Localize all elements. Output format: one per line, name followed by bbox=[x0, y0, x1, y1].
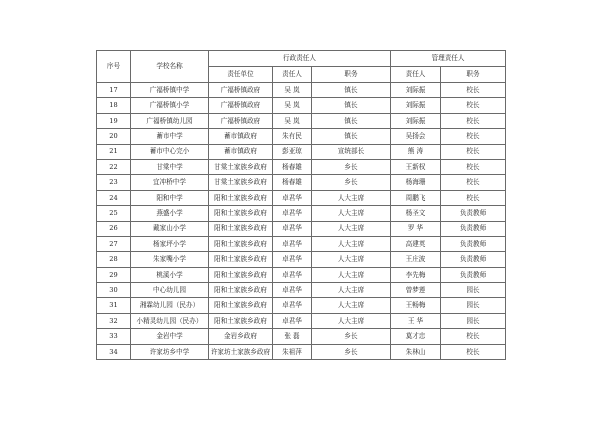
cell-admin-person: 卓君华 bbox=[273, 236, 312, 251]
cell-school-name: 杨家坪小学 bbox=[131, 236, 209, 251]
cell-index: 31 bbox=[97, 298, 131, 313]
cell-school-name: 广福桥镇小学 bbox=[131, 98, 209, 113]
cell-mgmt-person: 刘际振 bbox=[391, 98, 441, 113]
cell-responsible-unit: 许家坊土家族乡政府 bbox=[209, 344, 273, 359]
cell-admin-person: 吴 岚 bbox=[273, 98, 312, 113]
cell-mgmt-person: 周鹏飞 bbox=[391, 190, 441, 205]
cell-responsible-unit: 阳和土家族乡政府 bbox=[209, 267, 273, 282]
cell-school-name: 小精灵幼儿园（民办） bbox=[131, 313, 209, 328]
cell-admin-title: 宣统部长 bbox=[312, 144, 391, 159]
cell-admin-person: 卓君华 bbox=[273, 313, 312, 328]
cell-responsible-unit: 阳和土家族乡政府 bbox=[209, 298, 273, 313]
cell-mgmt-title: 负责教师 bbox=[441, 206, 506, 221]
cell-mgmt-title: 校长 bbox=[441, 129, 506, 144]
responsibility-table bbox=[96, 50, 506, 360]
cell-mgmt-person: 王新权 bbox=[391, 159, 441, 174]
cell-admin-title: 乡长 bbox=[312, 159, 391, 174]
cell-mgmt-title: 校长 bbox=[441, 329, 506, 344]
cell-school-name: 阳和中学 bbox=[131, 190, 209, 205]
cell-responsible-unit: 广福桥镇政府 bbox=[209, 113, 273, 128]
table-row bbox=[97, 236, 506, 251]
cell-admin-person: 卓君华 bbox=[273, 221, 312, 236]
cell-index: 20 bbox=[97, 129, 131, 144]
cell-mgmt-person: 熊 涛 bbox=[391, 144, 441, 159]
cell-index: 24 bbox=[97, 190, 131, 205]
cell-mgmt-title: 负责教师 bbox=[441, 221, 506, 236]
cell-admin-title: 镇长 bbox=[312, 113, 391, 128]
cell-admin-title: 人大主席 bbox=[312, 267, 391, 282]
cell-admin-title: 人大主席 bbox=[312, 283, 391, 298]
cell-school-name: 蓄市中学 bbox=[131, 129, 209, 144]
header-admin-group: 行政责任人 bbox=[209, 51, 391, 67]
cell-mgmt-person: 莫才忠 bbox=[391, 329, 441, 344]
cell-responsible-unit: 阳和土家族乡政府 bbox=[209, 313, 273, 328]
header-index: 序号 bbox=[97, 51, 131, 83]
header-mgmt-person: 责任人 bbox=[391, 67, 441, 83]
cell-mgmt-title: 园长 bbox=[441, 313, 506, 328]
cell-mgmt-title: 校长 bbox=[441, 98, 506, 113]
cell-school-name: 桃溪小学 bbox=[131, 267, 209, 282]
cell-mgmt-title: 校长 bbox=[441, 190, 506, 205]
cell-index: 32 bbox=[97, 313, 131, 328]
header-admin-title: 职务 bbox=[312, 67, 391, 83]
cell-index: 34 bbox=[97, 344, 131, 359]
cell-school-name: 朱家嘴小学 bbox=[131, 252, 209, 267]
cell-admin-title: 人大主席 bbox=[312, 190, 391, 205]
cell-index: 33 bbox=[97, 329, 131, 344]
cell-mgmt-title: 校长 bbox=[441, 175, 506, 190]
cell-school-name: 广福桥镇中学 bbox=[131, 83, 209, 98]
cell-admin-title: 镇长 bbox=[312, 129, 391, 144]
table-row bbox=[97, 267, 506, 282]
cell-responsible-unit: 阳和土家族乡政府 bbox=[209, 283, 273, 298]
table-row bbox=[97, 221, 506, 236]
cell-responsible-unit: 金岩乡政府 bbox=[209, 329, 273, 344]
cell-admin-person: 卓君华 bbox=[273, 190, 312, 205]
cell-index: 29 bbox=[97, 267, 131, 282]
cell-admin-person: 张 磊 bbox=[273, 329, 312, 344]
cell-admin-person: 卓君华 bbox=[273, 252, 312, 267]
cell-admin-person: 卓君华 bbox=[273, 267, 312, 282]
cell-mgmt-person: 吴扬会 bbox=[391, 129, 441, 144]
cell-mgmt-title: 校长 bbox=[441, 159, 506, 174]
cell-admin-title: 乡长 bbox=[312, 329, 391, 344]
cell-responsible-unit: 阳和土家族乡政府 bbox=[209, 221, 273, 236]
cell-admin-person: 卓君华 bbox=[273, 283, 312, 298]
cell-responsible-unit: 阳和土家族乡政府 bbox=[209, 190, 273, 205]
table-row bbox=[97, 83, 506, 98]
cell-responsible-unit: 广福桥镇政府 bbox=[209, 98, 273, 113]
cell-index: 19 bbox=[97, 113, 131, 128]
cell-responsible-unit: 蓄市镇政府 bbox=[209, 129, 273, 144]
cell-mgmt-person: 刘际振 bbox=[391, 113, 441, 128]
cell-admin-person: 朱祖萍 bbox=[273, 344, 312, 359]
cell-mgmt-person: 罗 华 bbox=[391, 221, 441, 236]
cell-admin-title: 人大主席 bbox=[312, 298, 391, 313]
cell-index: 28 bbox=[97, 252, 131, 267]
table-row bbox=[97, 206, 506, 221]
cell-mgmt-title: 负责教师 bbox=[441, 236, 506, 251]
cell-mgmt-title: 校长 bbox=[441, 344, 506, 359]
cell-school-name: 甘棠中学 bbox=[131, 159, 209, 174]
header-admin-person: 责任人 bbox=[273, 67, 312, 83]
cell-school-name: 戴家山小学 bbox=[131, 221, 209, 236]
cell-mgmt-person: 王庄波 bbox=[391, 252, 441, 267]
table-body bbox=[97, 83, 506, 360]
cell-school-name: 湘霖幼儿园（民办） bbox=[131, 298, 209, 313]
table-row bbox=[97, 113, 506, 128]
cell-index: 25 bbox=[97, 206, 131, 221]
cell-admin-title: 镇长 bbox=[312, 98, 391, 113]
cell-responsible-unit: 阳和土家族乡政府 bbox=[209, 236, 273, 251]
table-row bbox=[97, 298, 506, 313]
cell-index: 17 bbox=[97, 83, 131, 98]
cell-admin-title: 乡长 bbox=[312, 175, 391, 190]
cell-mgmt-person: 杨海珊 bbox=[391, 175, 441, 190]
table-row bbox=[97, 190, 506, 205]
cell-admin-title: 镇长 bbox=[312, 83, 391, 98]
cell-mgmt-title: 校长 bbox=[441, 144, 506, 159]
table-row bbox=[97, 175, 506, 190]
cell-index: 21 bbox=[97, 144, 131, 159]
cell-mgmt-title: 园长 bbox=[441, 298, 506, 313]
cell-school-name: 蓄市中心完小 bbox=[131, 144, 209, 159]
cell-index: 27 bbox=[97, 236, 131, 251]
cell-responsible-unit: 广福桥镇政府 bbox=[209, 83, 273, 98]
cell-mgmt-person: 刘际振 bbox=[391, 83, 441, 98]
cell-index: 22 bbox=[97, 159, 131, 174]
cell-index: 18 bbox=[97, 98, 131, 113]
cell-admin-person: 朱有民 bbox=[273, 129, 312, 144]
header-row-top bbox=[97, 51, 506, 67]
cell-responsible-unit: 甘棠土家族乡政府 bbox=[209, 159, 273, 174]
cell-mgmt-title: 校长 bbox=[441, 83, 506, 98]
table-row bbox=[97, 98, 506, 113]
cell-school-name: 广福桥镇幼儿园 bbox=[131, 113, 209, 128]
table-row bbox=[97, 159, 506, 174]
cell-admin-person: 卓君华 bbox=[273, 298, 312, 313]
cell-admin-person: 杨春雄 bbox=[273, 175, 312, 190]
table-row bbox=[97, 144, 506, 159]
cell-mgmt-title: 负责教师 bbox=[441, 252, 506, 267]
cell-index: 26 bbox=[97, 221, 131, 236]
table-row bbox=[97, 313, 506, 328]
table-row bbox=[97, 283, 506, 298]
table-row bbox=[97, 252, 506, 267]
cell-admin-title: 人大主席 bbox=[312, 206, 391, 221]
cell-mgmt-person: 朱林山 bbox=[391, 344, 441, 359]
table-row bbox=[97, 129, 506, 144]
cell-index: 30 bbox=[97, 283, 131, 298]
cell-school-name: 宜冲桥中学 bbox=[131, 175, 209, 190]
table-row bbox=[97, 329, 506, 344]
table-header bbox=[97, 51, 506, 83]
header-school-name: 学校名称 bbox=[131, 51, 209, 83]
cell-school-name: 中心幼儿园 bbox=[131, 283, 209, 298]
header-responsible-unit: 责任单位 bbox=[209, 67, 273, 83]
header-mgmt-group: 管理责任人 bbox=[391, 51, 506, 67]
cell-admin-person: 卓君华 bbox=[273, 206, 312, 221]
cell-responsible-unit: 甘棠土家族乡政府 bbox=[209, 175, 273, 190]
cell-school-name: 许家坊乡中学 bbox=[131, 344, 209, 359]
cell-admin-title: 人大主席 bbox=[312, 313, 391, 328]
cell-mgmt-person: 曾梦莲 bbox=[391, 283, 441, 298]
cell-mgmt-person: 李先梅 bbox=[391, 267, 441, 282]
cell-mgmt-title: 校长 bbox=[441, 113, 506, 128]
cell-admin-title: 人大主席 bbox=[312, 236, 391, 251]
cell-mgmt-person: 杨圣文 bbox=[391, 206, 441, 221]
cell-mgmt-person: 王 华 bbox=[391, 313, 441, 328]
cell-admin-title: 人大主席 bbox=[312, 252, 391, 267]
cell-mgmt-title: 负责教师 bbox=[441, 267, 506, 282]
cell-school-name: 燕盛小学 bbox=[131, 206, 209, 221]
cell-admin-title: 人大主席 bbox=[312, 221, 391, 236]
cell-school-name: 金岩中学 bbox=[131, 329, 209, 344]
cell-responsible-unit: 蓄市镇政府 bbox=[209, 144, 273, 159]
cell-admin-person: 吴 岚 bbox=[273, 113, 312, 128]
cell-index: 23 bbox=[97, 175, 131, 190]
cell-responsible-unit: 阳和土家族乡政府 bbox=[209, 206, 273, 221]
cell-admin-person: 吴 岚 bbox=[273, 83, 312, 98]
cell-admin-person: 杨春雄 bbox=[273, 159, 312, 174]
cell-mgmt-person: 高建英 bbox=[391, 236, 441, 251]
cell-responsible-unit: 阳和土家族乡政府 bbox=[209, 252, 273, 267]
cell-admin-person: 彭亚琼 bbox=[273, 144, 312, 159]
cell-admin-title: 乡长 bbox=[312, 344, 391, 359]
cell-mgmt-title: 园长 bbox=[441, 283, 506, 298]
table-row bbox=[97, 344, 506, 359]
header-mgmt-title: 职务 bbox=[441, 67, 506, 83]
cell-mgmt-person: 王畅梅 bbox=[391, 298, 441, 313]
